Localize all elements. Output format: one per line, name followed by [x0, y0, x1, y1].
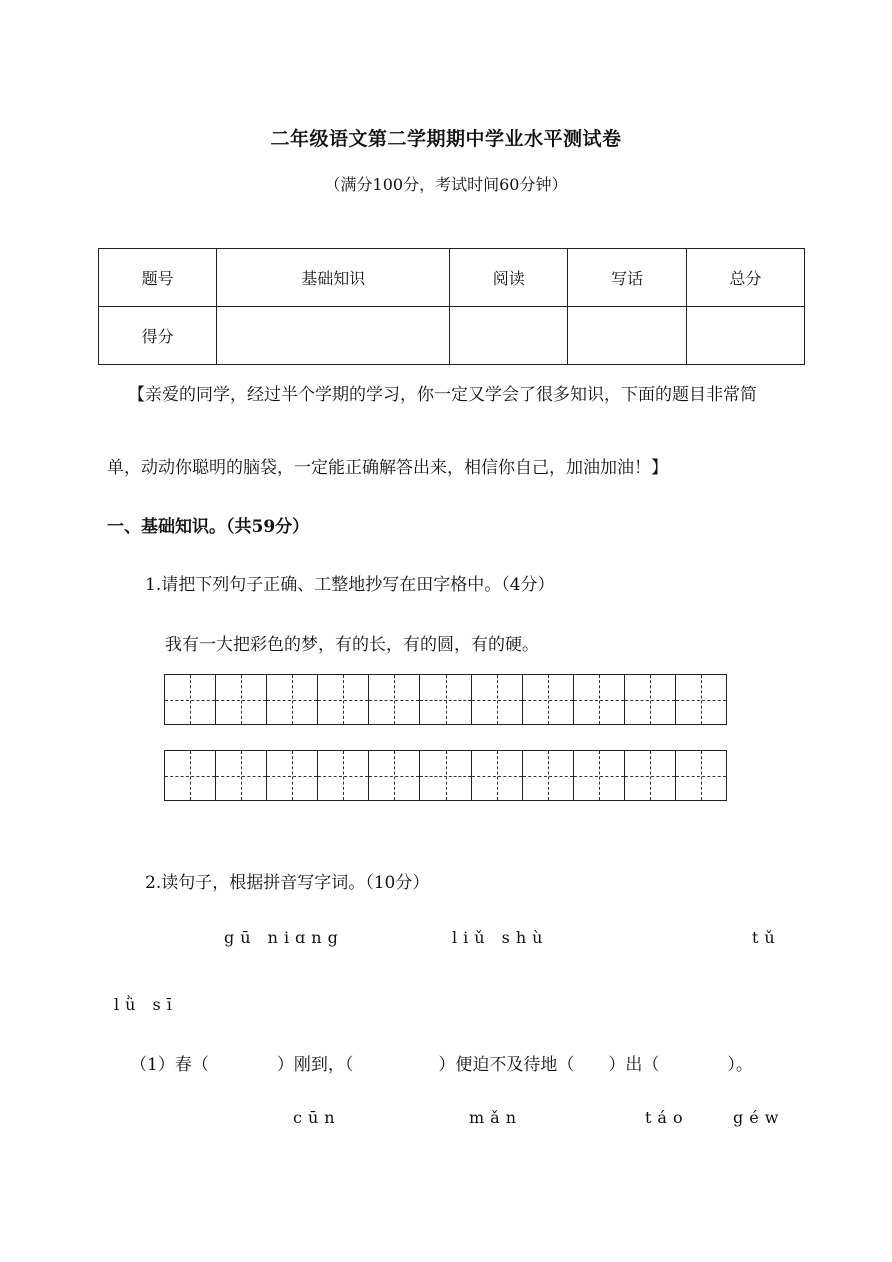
pinyin-cun: cūn	[293, 1108, 341, 1127]
score-table-header-row	[99, 249, 805, 307]
pinyin-gew: géw	[733, 1108, 785, 1127]
score-cell-writing[interactable]	[568, 307, 686, 365]
pinyin-tao: táo	[645, 1108, 689, 1127]
header-question-number: 题号	[99, 249, 217, 307]
header-reading: 阅读	[450, 249, 568, 307]
tianzige-cell[interactable]	[574, 750, 625, 801]
question-2-prompt: 2.读句子，根据拼音写字词。（10分）	[145, 873, 430, 893]
score-table-score-row	[99, 307, 805, 365]
tianzige-cell[interactable]	[165, 750, 216, 801]
tianzige-cell[interactable]	[267, 674, 318, 725]
fill-in-sentence-1: （1）春（ ）刚到，（ ）便迫不及待地（ ）出（ ）。	[130, 1055, 753, 1075]
tianzige-cell[interactable]	[574, 674, 625, 725]
row-label-score: 得分	[99, 307, 217, 365]
copy-sentence: 我有一大把彩色的梦，有的长，有的圆，有的硬。	[165, 635, 539, 655]
header-total: 总分	[686, 249, 804, 307]
tianzige-cell[interactable]	[472, 750, 523, 801]
question-1-prompt: 1.请把下列句子正确、工整地抄写在田字格中。（4分）	[145, 575, 555, 595]
pinyin-liu-shu: liǔ shù	[452, 928, 549, 947]
tianzige-cell[interactable]	[165, 674, 216, 725]
score-table	[98, 248, 805, 365]
tianzige-cell[interactable]	[318, 674, 369, 725]
tianzige-cell[interactable]	[318, 750, 369, 801]
tianzige-cell[interactable]	[216, 674, 267, 725]
tianzige-cell[interactable]	[676, 674, 727, 725]
tianzige-cell[interactable]	[420, 674, 471, 725]
tianzige-cell[interactable]	[625, 750, 676, 801]
tianzige-cell[interactable]	[523, 750, 574, 801]
intro-line-2: 单，动动你聪明的脑袋，一定能正确解答出来，相信你自己，加油加油！】	[107, 458, 668, 478]
intro-line-1: 【亲爱的同学，经过半个学期的学习，你一定又学会了很多知识，下面的题目非常简	[128, 385, 757, 405]
tianzige-cell[interactable]	[676, 750, 727, 801]
score-cell-reading[interactable]	[450, 307, 568, 365]
tianzige-cell[interactable]	[267, 750, 318, 801]
tianzige-cell[interactable]	[420, 750, 471, 801]
score-cell-basic[interactable]	[217, 307, 450, 365]
tianzige-cell[interactable]	[472, 674, 523, 725]
tianzige-cell[interactable]	[369, 750, 420, 801]
pinyin-man: mǎn	[469, 1108, 523, 1127]
pinyin-gu-niang: gū niɑng	[224, 928, 344, 947]
header-writing: 写话	[568, 249, 686, 307]
pinyin-lu-si: lǜ sī	[114, 995, 178, 1014]
header-basic-knowledge: 基础知识	[217, 249, 450, 307]
score-cell-total[interactable]	[686, 307, 804, 365]
pinyin-tu: tǔ	[752, 928, 781, 947]
section-1-heading: 一、基础知识。（共59分）	[107, 517, 310, 537]
tianzige-cell[interactable]	[625, 674, 676, 725]
tianzige-grid-row-2[interactable]	[164, 750, 727, 801]
tianzige-cell[interactable]	[523, 674, 574, 725]
tianzige-grid-row-1[interactable]	[164, 674, 727, 725]
tianzige-cell[interactable]	[369, 674, 420, 725]
exam-subtitle: （满分100分，考试时间60分钟）	[324, 175, 568, 194]
tianzige-cell[interactable]	[216, 750, 267, 801]
exam-title: 二年级语文第二学期期中学业水平测试卷	[270, 128, 622, 150]
